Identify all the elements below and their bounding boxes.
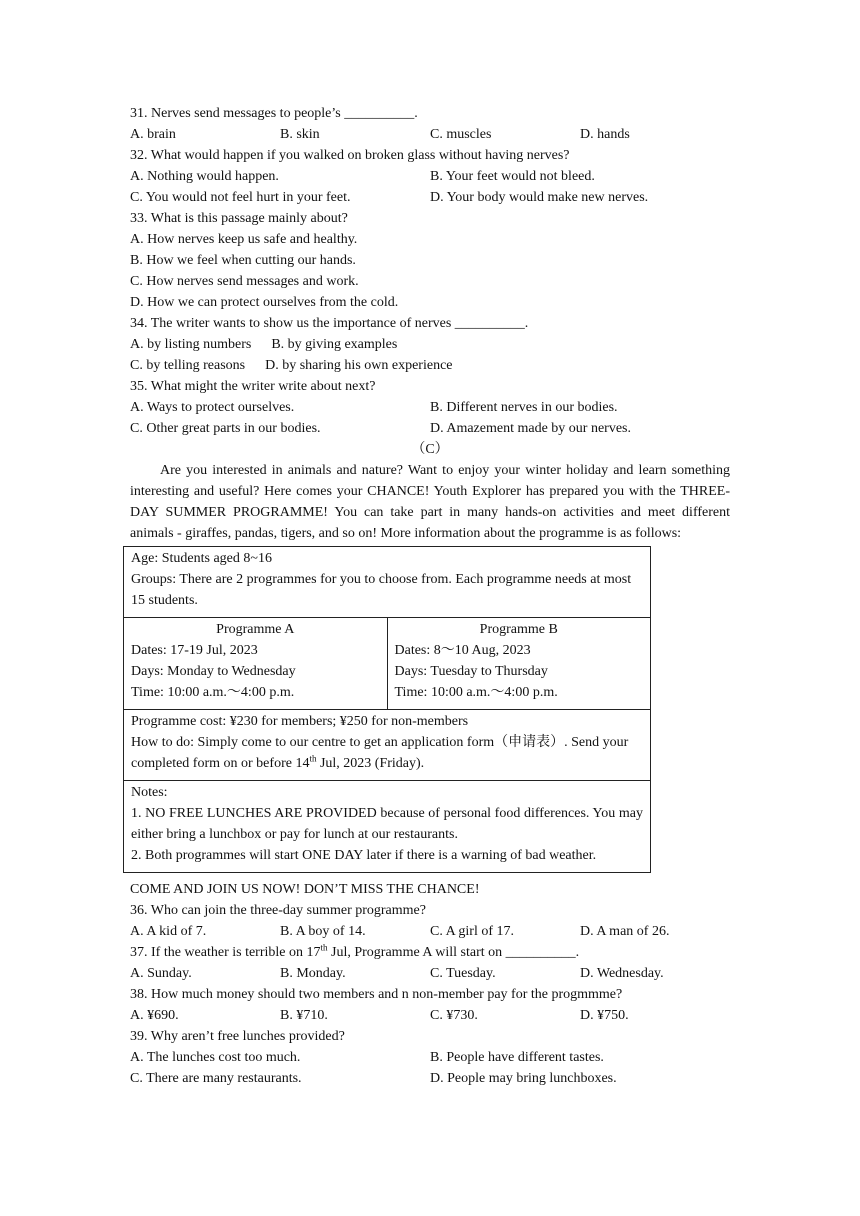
option-b: B. skin [280,127,320,142]
option-b: B. ¥710. [280,1008,328,1023]
option-b: B. Different nerves in our bodies. [430,400,618,415]
option-d: D. People may bring lunchboxes. [430,1071,617,1086]
option-a: A. Sunday. [130,966,192,981]
programme-a-dates: Dates: 17-19 Jul, 2023 [131,643,258,658]
option-b: B. Your feet would not bleed. [430,169,595,184]
option-a: A. The lunches cost too much. [130,1050,301,1065]
option-d: D. hands [580,127,630,142]
question-39-options-row-1 [130,1047,730,1068]
option-c: C. muscles [430,127,492,142]
option-c: C. ¥730. [430,1008,478,1023]
option-d: D. by sharing his own experience [265,358,453,373]
question-34-options-row-2 [130,355,730,376]
option-a: A. Ways to protect ourselves. [130,400,295,415]
option-c: C. Other great parts in our bodies. [130,421,321,436]
option-c: C. Tuesday. [430,966,496,981]
question-35-options-row-2 [130,418,730,439]
question-38-options [130,1005,730,1026]
notes-cell [124,781,651,873]
programme-b-cell [387,618,651,710]
option-d: D. Amazement made by our nerves. [430,421,631,436]
option-a: A. brain [130,127,176,142]
programme-info-table [123,546,651,873]
question-39-options-row-2 [130,1068,730,1089]
question-31-stem: 31. Nerves send messages to people’s __________. [130,106,418,121]
age-text: Age: Students aged 8~16 [131,551,272,566]
section-c-passage: Are you interested in animals and nature? Want to enjoy your winter holiday and learn something interesting and useful? Here comes your CHANCE! Youth Explorer has prepared you with the THREE-DAY SUMMER PROGRAMME! You can take part in many hands-on activities and meet different animals - giraffes, pandas, tigers, and so on! More information about the programme is as follows: [130,463,730,541]
option-c: C. A girl of 17. [430,924,515,939]
option-d: D. ¥750. [580,1008,629,1023]
question-32-stem: 32. What would happen if you walked on broken glass without having nerves? [130,148,570,163]
option-b: B. Monday. [280,966,346,981]
programme-cost: Programme cost: ¥230 for members; ¥250 for non-members [131,714,469,729]
question-32-options-row-1 [130,166,730,187]
question-36-stem: 36. Who can join the three-day summer programme? [130,903,426,918]
how-to-do-text: How to do: Simply come to our centre to get an application form（申请表）. Send your completed form on or before 14 [131,735,629,771]
question-35-options-row-1 [130,397,730,418]
question-32-options-row-2 [130,187,730,208]
cost-howto-cell [124,710,651,781]
question-38-stem: 38. How much money should two members and n non-member pay for the progmmme? [130,987,623,1002]
option-b: B. by giving examples [271,337,398,352]
option-a: A. by listing numbers [130,337,252,352]
option-c: C. by telling reasons [130,358,246,373]
option-a: A. How nerves keep us safe and healthy. [130,232,358,247]
question-37-stem [130,942,730,963]
programme-a-time: Time: 10:00 a.m.～4:00 p.m. [131,685,295,700]
groups-text: Groups: There are 2 programmes for you to choose from. Each programme needs at most 15 students. [131,572,632,608]
option-b: B. People have different tastes. [430,1050,604,1065]
option-b: B. How we feel when cutting our hands. [130,253,356,268]
option-d: D. Wednesday. [580,966,664,981]
question-34-options-row-1 [130,334,730,355]
question-39-stem: 39. Why aren’t free lunches provided? [130,1029,345,1044]
option-a: A. Nothing would happen. [130,169,279,184]
how-to-do [131,732,643,774]
section-c-heading: （C） [411,442,449,457]
programme-b-days: Days: Tuesday to Thursday [394,664,548,679]
programme-b-time: Time: 10:00 a.m.～4:00 p.m. [394,685,558,700]
option-c: C. There are many restaurants. [130,1071,302,1086]
programme-a-days: Days: Monday to Wednesday [131,664,296,679]
ordinal-suffix: th [309,753,317,764]
option-a: A. ¥690. [130,1008,179,1023]
option-b: B. A boy of 14. [280,924,366,939]
note-2: 2. Both programmes will start ONE DAY later if there is a warning of bad weather. [131,848,597,863]
notes-title: Notes: [131,785,168,800]
option-d: D. A man of 26. [580,924,670,939]
question-34-stem: 34. The writer wants to show us the importance of nerves __________. [130,316,529,331]
question-31-options [130,124,730,145]
option-c: C. You would not feel hurt in your feet. [130,190,351,205]
option-c: C. How nerves send messages and work. [130,274,359,289]
closing-line: COME AND JOIN US NOW! DON’T MISS THE CHANCE! [130,882,480,897]
note-1: 1. NO FREE LUNCHES ARE PROVIDED because of personal food differences. You may either bring a lunchbox or pay for lunch at our restaurants. [131,806,643,842]
programme-b-title: Programme B [479,622,558,637]
worksheet-content [130,103,730,1089]
option-d: D. Your body would make new nerves. [430,190,649,205]
question-33-stem: 33. What is this passage mainly about? [130,211,348,226]
programme-a-cell [124,618,388,710]
option-a: A. A kid of 7. [130,924,207,939]
question-37-stem-text: 37. If the weather is terrible on 17 [130,945,321,960]
question-35-stem: 35. What might the writer write about next? [130,379,376,394]
programme-a-title: Programme A [216,622,295,637]
age-groups-cell [124,547,651,618]
how-to-do-date: Jul, 2023 (Friday). [316,756,425,771]
programme-b-dates: Dates: 8～10 Aug, 2023 [394,643,531,658]
question-37-options [130,963,730,984]
question-36-options [130,921,730,942]
option-d: D. How we can protect ourselves from the cold. [130,295,399,310]
question-37-stem-rest: Jul, Programme A will start on __________. [327,945,580,960]
ordinal-suffix: th [320,942,328,953]
